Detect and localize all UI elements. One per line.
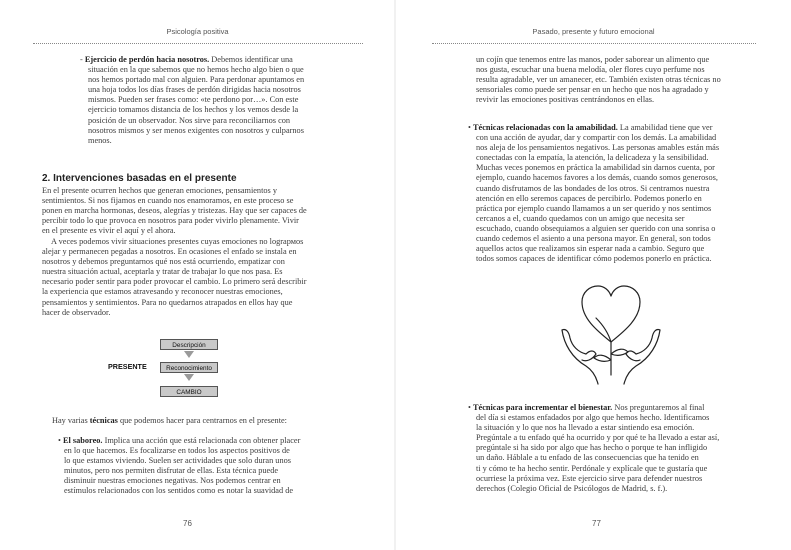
heart-hands-illustration	[556, 280, 666, 390]
para-present-2	[42, 237, 372, 318]
para-line: hacer de observador.	[42, 307, 111, 317]
intro-pre: Hay varias	[52, 416, 90, 425]
intro-bold: técnicas	[89, 416, 118, 425]
para-line: la experiencia que estamos atravesando y reconocer nuestras emociones,	[42, 287, 283, 297]
left-page	[0, 0, 395, 550]
saboreo-continued	[476, 55, 776, 105]
perdon-line: nos hemos portado mal con alguien. Para perdonar apuntamos en	[88, 75, 305, 85]
para-line: en el presente es vivir el aquí y el ahora.	[42, 226, 176, 236]
para-line: En el presente ocurren hechos que generan emociones, pensamientos y	[42, 186, 277, 195]
para-line: percibir todo lo que provoca en nosotros para poder vivirlo plenamente. Vivir	[42, 216, 299, 226]
amabilidad-line: Muchas veces ponemos en práctica la amabilidad sin darnos cuenta, por	[476, 163, 715, 173]
saboreo-line: minutos, pero nos permiten disfrutar de ellas. Esta técnica puede	[64, 466, 279, 476]
amabilidad-line: cuando disfrutamos de las bondades de los otros. Si centramos nuestra	[476, 183, 710, 193]
left-page-number: 76	[183, 519, 192, 528]
bienestar-line: pregúntale si ha sido por algo que has hecho o porque te han infligido	[476, 443, 708, 453]
right-header: Pasado, presente y futuro emocional	[532, 27, 655, 36]
para-line: ponen en marcha hormonas, deseos, alegrías y tristezas. Hay que ser capaces de	[42, 206, 307, 216]
bienestar-line: ti y cómo te ha hecho sentir. Perdónale y explícale que te gustaría que	[476, 463, 708, 473]
perdon-title: Ejercicio de perdón hacia nosotros.	[84, 55, 210, 64]
saboreo-block: • El saboreo. Implica una acción que está relacionada con obtener placer en lo que hacemos. Es focalizarse en todos los aspectos positivos de lo que estamos viviendo. Suelen ser actividades que solo duran unos minutos, pero nos permiten disfrutar de ellas. Esta técnica puede disminuir nuestras emociones negativas. Nos podemos centrar en estímulos relacionados con los sentidos como es notar la suavidad de	[58, 436, 376, 497]
perdon-first-line: - Ejercicio de perdón hacia nosotros. Debemos identificar una	[80, 55, 293, 64]
perdon-line: situación en la que sabemos que no hemos hecho algo bien o que	[88, 65, 304, 75]
bienestar-line: Pregúntale a tu enfado qué ha ocurrido y por qué te ha llevado a estar así,	[476, 433, 720, 443]
bienestar-line: ocurriese la próxima vez. Este ejercicio sirve para defender nuestros	[476, 473, 703, 483]
cont-line: revivir las emociones positivas centrándonos en ellas.	[476, 95, 655, 105]
amabilidad-line: aquellos actos que realizamos sin esperar nada a cambio. Seguro que	[476, 244, 705, 254]
saboreo-line: lo que estamos viviendo. Suelen ser actividades que solo duran unos	[64, 456, 291, 466]
down-arrow-icon	[184, 374, 194, 381]
bienestar-title: Técnicas para incrementar el bienestar.	[472, 403, 613, 412]
perdon-line: posición de un observador. Nos sirve para reconciliarnos con	[88, 115, 291, 125]
perdon-line: menos.	[88, 135, 112, 145]
para-line: nuestra situación actual, aceptarla y tratar de trabajar lo que nos pasa. Es	[42, 267, 283, 277]
amabilidad-line: conectadas con la empatía, la atención, la delicadeza y la sensibilidad.	[476, 153, 709, 163]
saboreo-line: en lo que hacemos. Es focalizarse en todos los aspectos positivos de	[64, 446, 290, 456]
amabilidad-line: atención en ello seremos capaces de percibirlo. Podemos ponerlo en	[476, 193, 702, 203]
diagram-label: PRESENTE	[108, 362, 147, 371]
perdon-line: Debemos identificar una	[211, 55, 293, 64]
amabilidad-line: nos aleja de los pensamientos negativos. Las personas amables están más	[476, 143, 720, 153]
right-page-number: 77	[592, 519, 601, 528]
para-present-1	[42, 186, 372, 236]
diagram-step-descripcion: Descripción	[160, 339, 218, 350]
heart-icon	[582, 286, 640, 342]
right-page	[396, 0, 791, 550]
cont-line: resulta agradable, ver un amanecer, etc. También existen otras técnicas no	[476, 75, 721, 85]
perdon-line: ejercicio tomamos distancia de los hechos y los vemos desde la	[88, 105, 299, 115]
bienestar-block: • Técnicas para incrementar el bienestar. Nos preguntaremos al final del día si estamos enfadados por algo que hemos hecho. Identificamos la situación y lo que nos ha llevado a estar sintiendo esa emoción. Pregúntale a tu enfado qué ha ocurrido y por qué te ha llevado a estar así, pregúntale si ha sido por algo que has hecho o porque te han infligido un daño. Háblale a tu enfado de las consecuencias que ha tenido en ti y cómo te ha hecho sentir. Perdónale y explícale que te gustaría que ocurriese la próxima vez. Este ejercicio sirve para defender nuestros derechos (Colegio Oficial de Psicólogos de Madrid, s. f.).	[468, 403, 778, 494]
diagram-step-reconocimiento: Reconocimiento	[160, 362, 218, 373]
perdon-line: mismos. Pueden ser frases como: «te perdono por…». Con este	[88, 95, 299, 105]
right-hand-icon	[624, 330, 660, 384]
perdon-line: nosotros mismos y ser menos exigentes con nosotros y culparnos	[88, 125, 304, 135]
bienestar-line: la situación y lo que nos ha llevado a estar sintiendo esa emoción.	[476, 423, 695, 433]
para-line: pensamientos y sentimientos. Para no quedarnos atrapados en ellos hay que	[42, 297, 293, 307]
section-title: 2. Intervenciones basadas en el presente	[42, 173, 237, 184]
amabilidad-line: cuando cedemos el asiento a una persona mayor. En general, son todos	[476, 234, 711, 244]
amabilidad-title: Técnicas relacionadas con la amabilidad.	[472, 123, 618, 132]
cont-line: sensoriales como puede ser pensar en un hecho que nos ha agradado y	[476, 85, 709, 95]
amabilidad-line: todos somos capaces de identificar cómo podemos ponerlo en práctica.	[476, 254, 712, 264]
bienestar-line: un daño. Háblale a tu enfado de las consecuencias que ha tenido en	[476, 453, 699, 463]
saboreo-line: disminuir nuestras emociones negativas. Nos podemos centrar en	[64, 476, 281, 486]
cont-line: nos gusta, escuchar una buena melodía, oler flores cuyo perfume nos	[476, 65, 705, 75]
amabilidad-line: escuchado, cuando obsequiamos a alguien ser querido con una sonrisa o	[476, 223, 716, 233]
bienestar-line: derechos (Colegio Oficial de Psicólogos de Madrid, s. f.).	[476, 483, 668, 493]
perdon-line: una hoja todos los días frases de perdón dirigidas hacia nosotros	[88, 85, 301, 95]
amabilidad-line: cercanos a el, cuando quedamos con un amigo que necesita ser	[476, 213, 685, 223]
bienestar-line: del día si estamos enfadados por algo que hemos hecho. Identificamos	[476, 413, 710, 423]
intro-post: que podemos hacer para centrarnos en el presente:	[117, 416, 287, 425]
left-header-rule	[33, 43, 363, 44]
tecnicas-intro	[52, 416, 372, 426]
para-line: alejar y permanecen pegadas a nosotros. En ocasiones el enfado se instala en	[42, 247, 297, 257]
saboreo-line: estímulos relacionados con los sentidos como es notar la suavidad de	[64, 486, 294, 496]
amabilidad-line: con una acción de ayudar, dar y compartir con los demás. La amabilidad	[476, 133, 717, 143]
amabilidad-line: ejemplo, cuando hacemos favores a los demás, cuando somos generosos,	[476, 173, 718, 183]
right-header-rule	[432, 43, 756, 44]
down-arrow-icon	[184, 351, 194, 358]
para-line: necesario poder sentir para poder provocar el cambio. Lo primero será describir	[42, 277, 307, 287]
saboreo-line: Implica una acción que está relacionada con obtener placer	[104, 436, 301, 445]
para-line: A veces podemos vivir situaciones presentes cuyas emociones no logrармos	[51, 237, 304, 246]
amabilidad-line: práctica por ejemplo cuando llamamos a un ser querido y nos sentimos	[476, 203, 712, 213]
saboreo-title: El saboreo.	[62, 436, 103, 445]
cont-line: un cojín que tenemos entre las manos, poder saborear un alimento que	[476, 55, 710, 64]
bienestar-line: Nos preguntaremos al final	[614, 403, 705, 412]
amabilidad-line: La amabilidad tiene que ver	[619, 123, 713, 132]
diagram-step-cambio: CAMBIO	[160, 386, 218, 397]
perdon-block	[80, 55, 370, 146]
para-line: nosotros y debemos preguntarnos qué nos está ocurriendo, empatizar con	[42, 257, 285, 267]
amabilidad-block: • Técnicas relacionadas con la amabilidad. La amabilidad tiene que ver con una acción de ayudar, dar y compartir con los demás. La amabilidad nos aleja de los pensamientos negativos. Las personas amables están más conectadas con la empatía, la atención, la delicadeza y la sensibilidad. Muchas veces ponemos en práctica la amabilidad sin darnos cuenta, por ejemplo, cuando hacemos favores a los demás, cuando somos generosos, cuando disfrutamos de las bondades de los otros. Si centramos nuestra atención en ello seremos capaces de percibirlo. Podemos ponerlo en práctica por ejemplo cuando llamamos a un ser querido y nos sentimos cercanos a el, cuando quedamos con un amigo que necesita ser escuchado, cuando obsequiamos a alguien ser querido con una sonrisa o cuando cedemos el asiento a una persona mayor. En general, son todos aquellos actos que realizamos sin esperar nada a cambio. Seguro que todos somos capaces de identificar cómo podemos ponerlo en práctica.	[468, 123, 778, 264]
para-line: sentimientos. Si nos fijamos en cuando nos enamoramos, en este proceso se	[42, 196, 294, 206]
left-header: Psicología positiva	[166, 27, 229, 36]
left-hand-icon	[562, 330, 598, 384]
